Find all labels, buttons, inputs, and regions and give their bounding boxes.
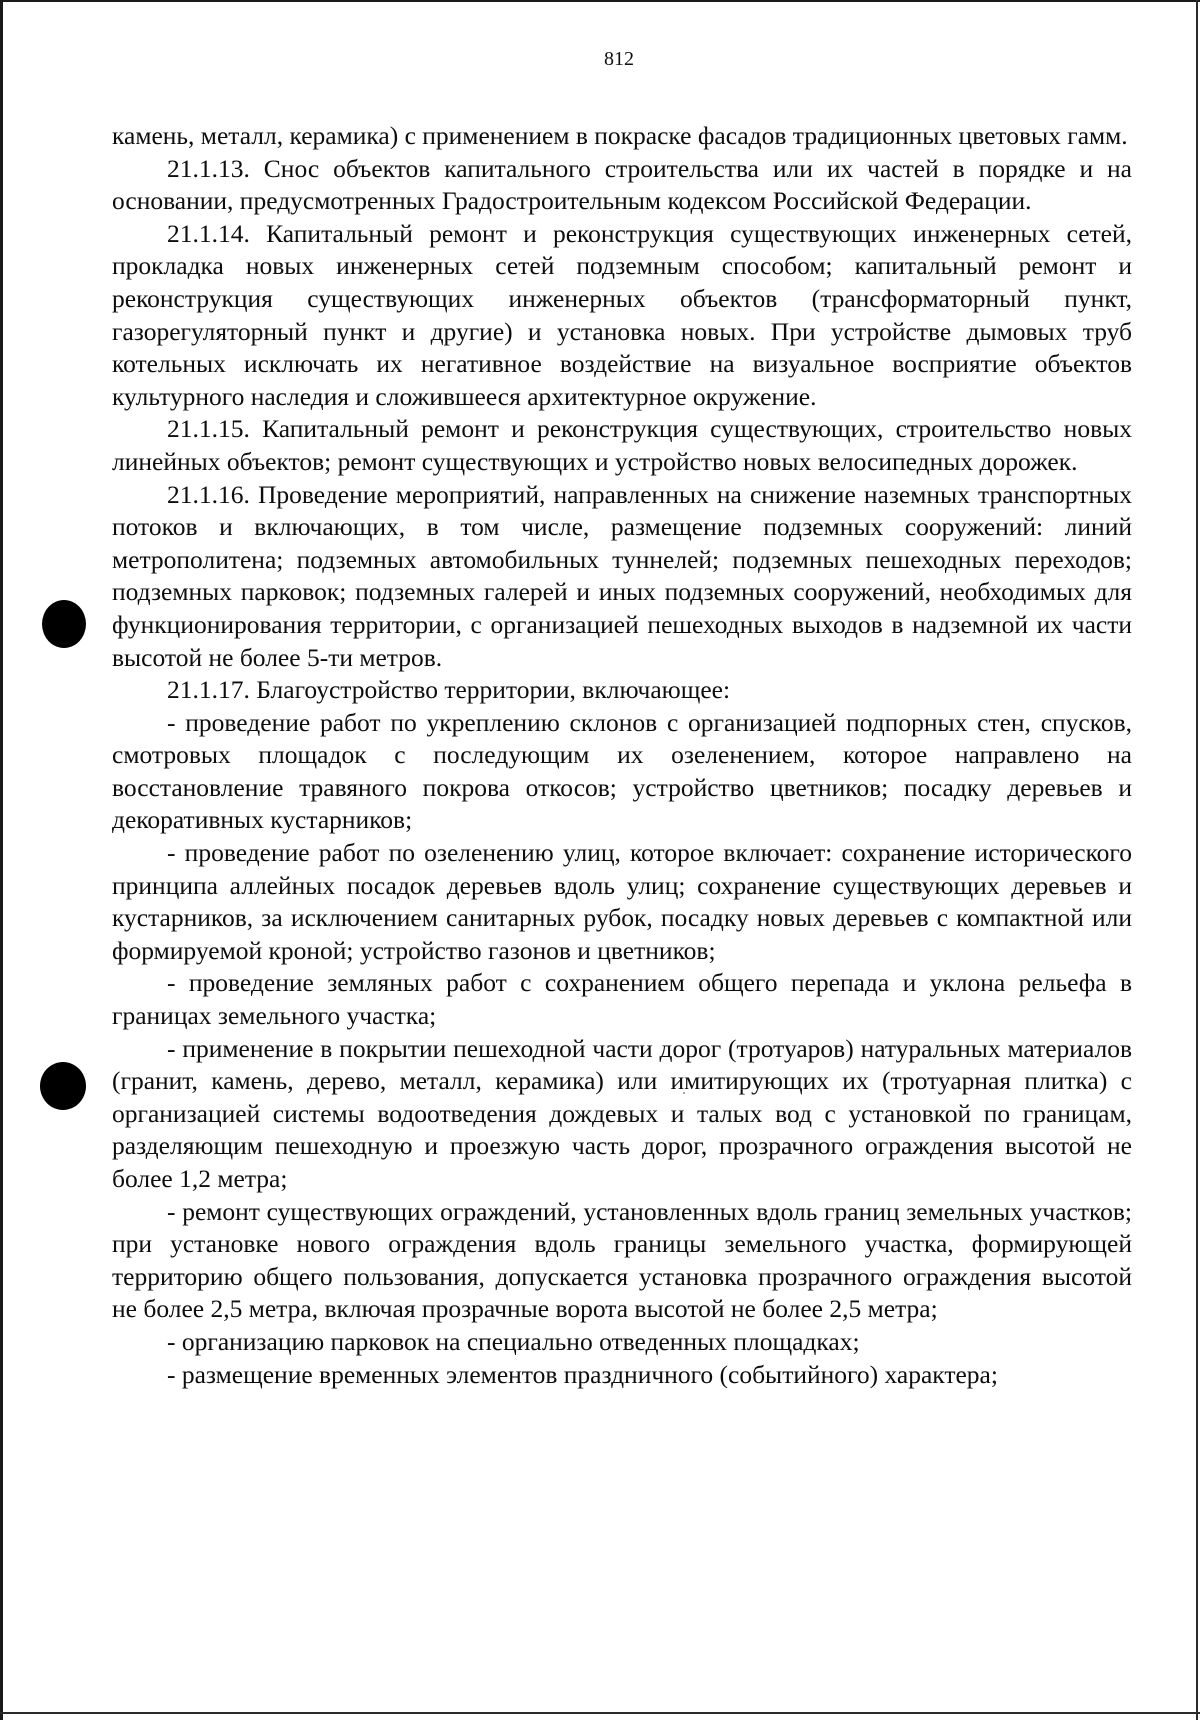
list-item-slopes: - проведение работ по укреплению склонов с организацией подпорных стен, спусков, смотровых площадок с последующим их озеленением, которое направлено на восстановление травяного покрова откосов; устройство цветников; посадку деревьев и декоративных кустарников; [112, 707, 1132, 835]
list-item-pavement: - применение в покрытии пешеходной части дорог (тротуаров) натуральных материалов (гранит, камень, дерево, металл, керамика) или имитирующих их (тротуарная плитка) с организацией системы водоотведения дождевых и талых вод с установкой по границам, разделяющим пешеходную и проезжую часть дорог, прозрачного ограждения высотой не более 1,2 метра; [112, 1033, 1132, 1193]
page-number: 812 [604, 48, 634, 70]
clause-21-1-16: 21.1.16. Проведение мероприятий, направленных на снижение наземных транспортных потоков и включающих, в том числе, размещение подземных сооружений: линий метрополитена; подземных автомобильных туннелей; подземных пешеходных переходов; подземных парковок; подземных галерей и иных подземных сооружений, необходимых для функционирования территории, с организацией пешеходных выходов в надземной их части высотой не более 5-ти метров. [112, 479, 1132, 672]
scan-edge-left [0, 0, 3, 1720]
list-item-fences: - ремонт существующих ограждений, установленных вдоль границ земельных участков; при установке нового ограждения вдоль границы земельного участка, формирующей территорию общего пользования, допускается установка прозрачного ограждения высотой не более 2,5 метра, включая прозрачные ворота высотой не более 2,5 метра; [112, 1196, 1132, 1324]
clause-21-1-13: 21.1.13. Снос объектов капитального строительства или их частей в порядке и на основании, предусмотренных Градостроительным кодексом Российской Федерации. [112, 153, 1132, 216]
scan-edge-bottom [0, 1712, 1200, 1714]
clause-21-1-15: 21.1.15. Капитальный ремонт и реконструкция существующих, строительство новых линейных объектов; ремонт существующих и устройство новых велосипедных дорожек. [112, 414, 1132, 476]
list-item-parking: - организацию парковок на специально отведенных площадках; [167, 1326, 860, 1356]
paragraph-continuation: камень, металл, керамика) с применением в покраске фасадов традиционных цветовых гамм. [112, 121, 1128, 150]
clause-21-1-17: 21.1.17. Благоустройство территории, включающее: [167, 675, 731, 705]
binder-hole-top [42, 600, 86, 648]
list-item-temporary-elements: - размещение временных элементов праздничного (событийного) характера; [167, 1359, 998, 1389]
clause-21-1-14: 21.1.14. Капитальный ремонт и реконструкция существующих инженерных сетей, прокладка новых инженерных сетей подземным способом; капитальный ремонт и реконструкция существующих инженерных объектов (трансформаторный пункт, газорегуляторный пункт и другие) и установка новых. При устройстве дымовых труб котельных исключать их негативное воздействие на визуальное восприятие объектов культурного наследия и сложившееся архитектурное окружение. [112, 218, 1132, 411]
scan-edge-top [0, 0, 1200, 2]
list-item-earthworks: - проведение земляных работ с сохранением общего перепада и уклона рельефа в границах земельного участка; [112, 968, 1132, 1031]
binder-hole-bottom [40, 1062, 86, 1110]
document-body [112, 120, 1132, 1391]
scan-edge-right [1196, 0, 1198, 1720]
list-item-greening: - проведение работ по озеленению улиц, которое включает: сохранение исторического принципа аллейных посадок деревьев вдоль улиц; сохранение существующих деревьев и кустарников, за исключением санитарных рубок, посадку новых деревьев с компактной или формируемой кроной; устройство газонов и цветников; [112, 838, 1132, 965]
